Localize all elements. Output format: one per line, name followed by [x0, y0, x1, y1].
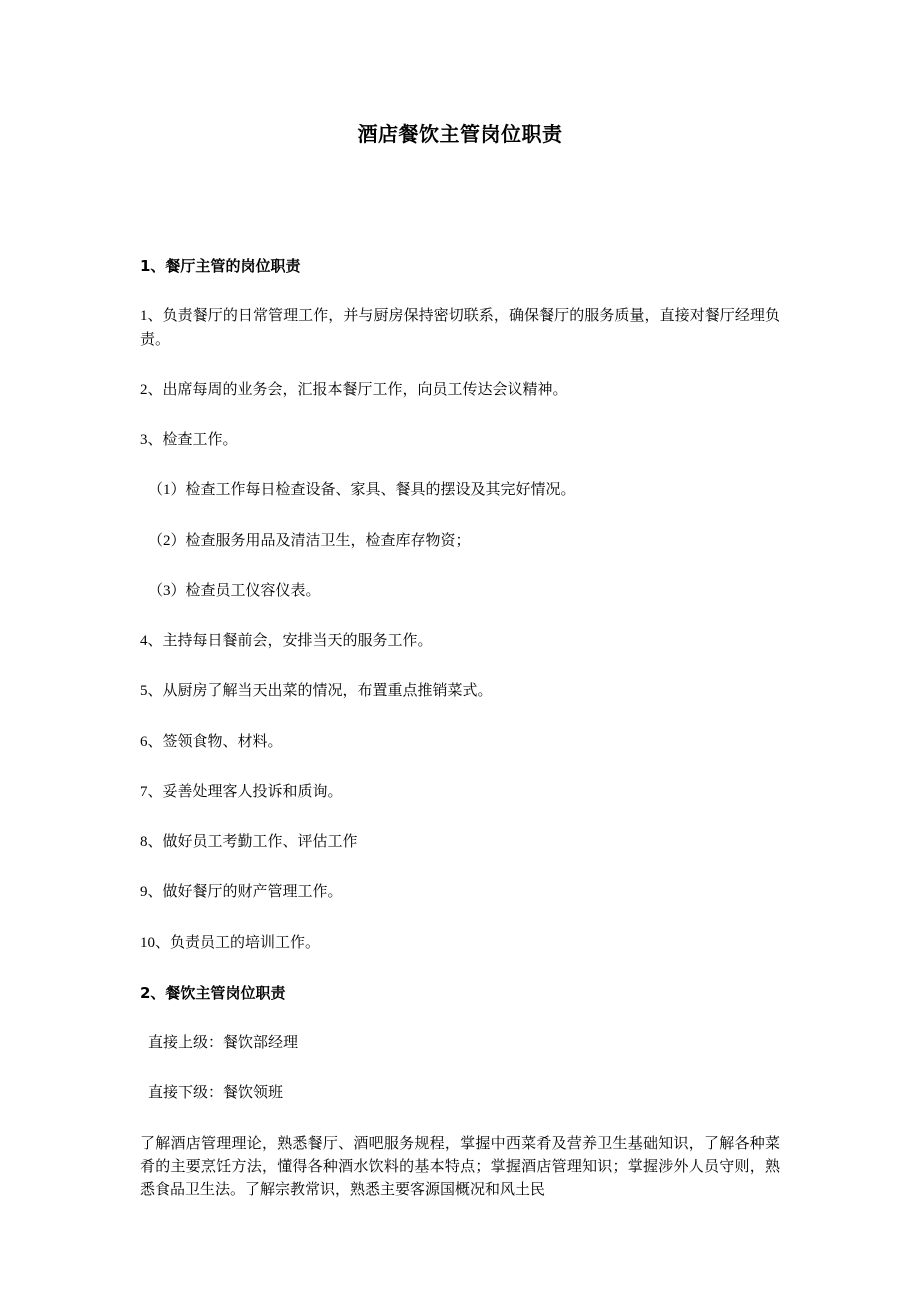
sec1-item10: 10、负责员工的培训工作。 [140, 934, 321, 951]
sec1-item5: 5、从厨房了解当天出菜的情况，布置重点推销菜式。 [140, 683, 493, 700]
sec2-body: 了解酒店管理理论，熟悉餐厅、酒吧服务规程，掌握中西菜肴及营养卫生基础知识，了解各种菜肴的主要烹饪方法，懂得各种酒水饮料的基本特点；掌握酒店管理知识；掌握涉外人员守则，熟悉食品卫生法。了解宗教常识，熟悉主要客源国概况和风土民 [140, 1135, 780, 1198]
sec2-heading: 2、餐饮主管岗位职责 [140, 983, 286, 1002]
sec1-item3-2: （2）检查服务用品及清洁卫生，检查库存物资； [148, 532, 471, 549]
sec1-item9: 9、做好餐厅的财产管理工作。 [140, 884, 343, 901]
sec2-superior: 直接上级：餐饮部经理 [148, 1035, 299, 1051]
sec1-item3: 3、检查工作。 [140, 432, 238, 448]
page-title: 酒店餐饮主管岗位职责 [357, 122, 563, 146]
sec1-item3-3: （3）检查员工仪容仪表。 [148, 582, 321, 599]
document-body [140, 255, 780, 1202]
sec1-item1: 1、负责餐厅的日常管理工作，并与厨房保持密切联系，确保餐厅的服务质量，直接对餐厅经理负责。 [140, 308, 780, 348]
sec1-item4: 4、主持每日餐前会，安排当天的服务工作。 [140, 633, 433, 649]
sec1-item6: 6、签领食物、材料。 [140, 733, 283, 750]
sec2-subordinate: 直接下级：餐饮领班 [148, 1085, 284, 1102]
sec1-item2: 2、出席每周的业务会，汇报本餐厅工作，向员工传达会议精神。 [140, 381, 568, 398]
sec1-heading: 1、餐厅主管的岗位职责 [140, 257, 301, 275]
sec1-item7: 7、妥善处理客人投诉和质询。 [140, 783, 343, 800]
sec1-item3-1: （1）检查工作每日检查设备、家具、餐具的摆设及其完好情况。 [148, 482, 576, 499]
sec1-item8: 8、做好员工考勤工作、评估工作 [140, 834, 358, 850]
